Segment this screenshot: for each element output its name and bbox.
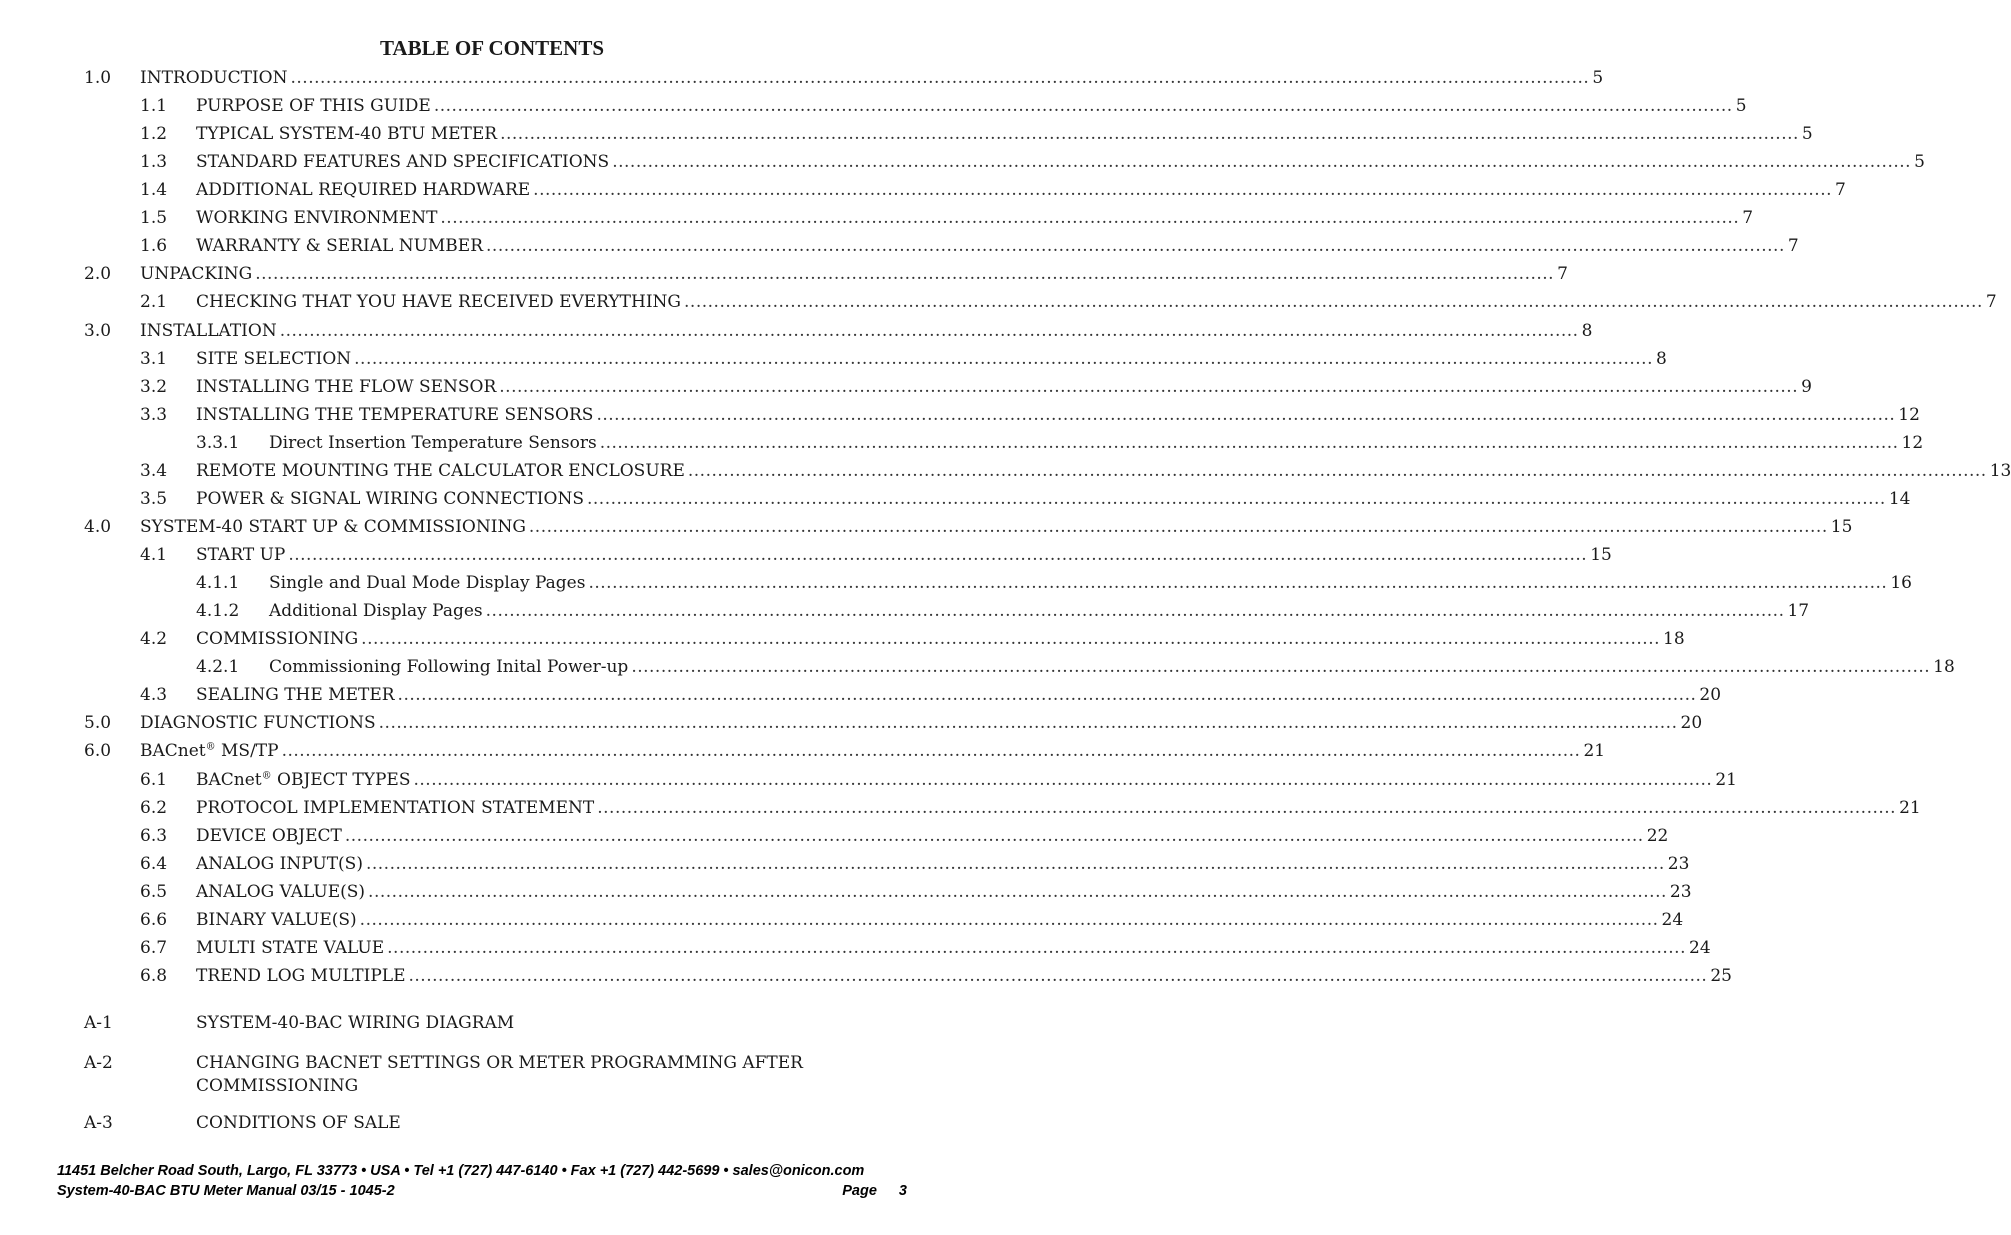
- toc-entry: [0, 373, 1812, 401]
- toc-entry-page: 8: [1656, 348, 1667, 369]
- toc-entry: [0, 148, 1925, 176]
- toc-entry-title: REMOTE MOUNTING THE CALCULATOR ENCLOSURE: [196, 460, 685, 481]
- toc-entry-page: 22: [1646, 825, 1669, 846]
- toc-entry-title: TYPICAL SYSTEM-40 BTU METER: [196, 124, 498, 145]
- toc-entry-page: 14: [1888, 488, 1911, 509]
- toc-entry-number: 6.4: [140, 853, 168, 874]
- toc-entry-title: ANALOG VALUE(S): [196, 881, 366, 902]
- toc-entry-page: 16: [1890, 573, 1912, 594]
- toc-entry-number: 6.2: [140, 797, 168, 818]
- toc-entry: [0, 288, 1997, 316]
- toc-entry-number: 3.3: [140, 404, 168, 425]
- dot-leader: ............................................................................................................................................................................................................................: [684, 292, 1983, 313]
- dot-leader: ............................................................................................................................................................................................................................: [528, 516, 1828, 537]
- toc-entry-page: 24: [1689, 937, 1711, 958]
- dot-leader: ............................................................................................................................................................................................................................: [344, 825, 1644, 846]
- toc-entry-number: 4.3: [140, 685, 168, 706]
- appendix-number: A-3: [84, 1113, 113, 1133]
- toc-entry-title: UNPACKING: [140, 264, 253, 285]
- toc-entry-title: INSTALLING THE FLOW SENSOR: [196, 376, 497, 397]
- dot-leader: ............................................................................................................................................................................................................................: [533, 180, 1833, 201]
- toc-entry-number: 3.0: [84, 320, 112, 341]
- toc-entry-number: 6.0: [84, 741, 112, 762]
- toc-entry-number: 1.4: [140, 180, 168, 201]
- toc-entry: [0, 232, 1799, 260]
- toc-entry: [0, 625, 1685, 653]
- toc-entry-page: 7: [1787, 236, 1799, 257]
- toc-entry-title: CHECKING THAT YOU HAVE RECEIVED EVERYTHING: [196, 292, 682, 313]
- toc-entry-page: 5: [1592, 68, 1604, 88]
- footer-address: 11451 Belcher Road South, Largo, FL 33773 • USA • Tel +1 (727) 447-6140 • Fax +1 (727) 442-5699 • sales@onicon.com: [57, 1163, 865, 1179]
- toc-entry: [0, 92, 1747, 120]
- dot-leader: ............................................................................................................................................................................................................................: [499, 376, 1799, 397]
- dot-leader: ............................................................................................................................................................................................................................: [359, 909, 1659, 930]
- toc-entry-number: 4.1.1: [196, 573, 240, 594]
- toc-entry-page: 23: [1667, 853, 1690, 874]
- toc-entry-number: 1.2: [140, 124, 168, 145]
- appendix-title: CONDITIONS OF SALE: [196, 1113, 401, 1133]
- toc-entry-number: 5.0: [84, 713, 112, 734]
- toc-entry-title: BACnet® OBJECT TYPES: [196, 769, 411, 790]
- toc-entry-title: INTRODUCTION: [140, 68, 288, 88]
- toc-entry-page: 5: [1914, 152, 1925, 173]
- toc-entry-title: PROTOCOL IMPLEMENTATION STATEMENT: [196, 797, 595, 818]
- dot-leader: ............................................................................................................................................................................................................................: [586, 488, 1886, 509]
- footer-page: [842, 1183, 907, 1199]
- toc-entry: [0, 176, 1846, 204]
- toc-entry-title: ANALOG INPUT(S): [196, 853, 363, 874]
- toc-entry-number: 6.8: [140, 965, 168, 986]
- toc-entry-title: Additional Display Pages: [269, 601, 483, 622]
- toc-entry-title: ADDITIONAL REQUIRED HARDWARE: [196, 180, 531, 201]
- toc-entry-title: POWER & SIGNAL WIRING CONNECTIONS: [196, 488, 584, 509]
- footer-page-label: Page: [842, 1183, 877, 1199]
- toc-entry-page: 15: [1590, 545, 1612, 566]
- toc-entry: [0, 429, 1924, 457]
- dot-leader: ............................................................................................................................................................................................................................: [368, 881, 1667, 902]
- toc-entry-number: 3.1: [140, 348, 168, 369]
- dot-leader: ............................................................................................................................................................................................................................: [433, 96, 1733, 117]
- toc-entry-page: 12: [1901, 432, 1924, 453]
- toc-entry: [0, 317, 1593, 345]
- toc-entry-number: 1.1: [140, 96, 168, 117]
- dot-leader: ............................................................................................................................................................................................................................: [485, 601, 1785, 622]
- toc-entry: [0, 822, 1669, 850]
- toc-entry: [0, 204, 1754, 232]
- dot-leader: ............................................................................................................................................................................................................................: [255, 264, 1555, 285]
- toc-entry-page: 21: [1715, 769, 1737, 790]
- dot-leader: ............................................................................................................................................................................................................................: [500, 124, 1799, 145]
- toc-entry-title: STANDARD FEATURES AND SPECIFICATIONS: [196, 152, 610, 173]
- toc-entry: [0, 401, 1920, 429]
- dot-leader: ............................................................................................................................................................................................................................: [365, 853, 1665, 874]
- dot-leader: ............................................................................................................................................................................................................................: [397, 685, 1697, 706]
- dot-leader: ............................................................................................................................................................................................................................: [279, 320, 1579, 341]
- toc-entry: [0, 934, 1711, 962]
- toc-entry-number: 6.6: [140, 909, 168, 930]
- toc-entry-page: 7: [1557, 264, 1568, 285]
- dot-leader: ............................................................................................................................................................................................................................: [378, 713, 1678, 734]
- dot-leader: ............................................................................................................................................................................................................................: [288, 545, 1588, 566]
- dot-leader: ............................................................................................................................................................................................................................: [597, 797, 1897, 818]
- toc-entry-number: 3.5: [140, 488, 168, 509]
- toc-entry-title: BACnet® MS/TP: [140, 741, 279, 762]
- toc-entry-page: 9: [1801, 376, 1812, 397]
- dot-leader: ............................................................................................................................................................................................................................: [387, 937, 1686, 958]
- toc-entry-page: 5: [1735, 96, 1747, 117]
- toc-entry: [0, 541, 1612, 569]
- toc-entry-number: 4.1: [140, 545, 168, 566]
- dot-leader: ............................................................................................................................................................................................................................: [354, 348, 1653, 369]
- toc-entry-page: 12: [1898, 404, 1920, 425]
- toc-entry-page: 18: [1933, 657, 1955, 678]
- toc-entry-number: 1.3: [140, 152, 168, 173]
- toc-entry: [0, 766, 1737, 794]
- toc-entry-page: 8: [1581, 320, 1593, 341]
- dot-leader: ............................................................................................................................................................................................................................: [588, 573, 1888, 594]
- dot-leader: ............................................................................................................................................................................................................................: [440, 208, 1740, 229]
- dot-leader: ............................................................................................................................................................................................................................: [687, 460, 1987, 481]
- toc-entry-title: START UP: [196, 545, 286, 566]
- toc-entry-number: 6.5: [140, 881, 168, 902]
- footer-manual-title: System-40-BAC BTU Meter Manual 03/15 - 1045-2: [57, 1183, 395, 1199]
- toc-entry: [0, 737, 1606, 765]
- dot-leader: ............................................................................................................................................................................................................................: [408, 965, 1708, 986]
- toc-entry-number: 6.3: [140, 825, 168, 846]
- toc-entry: [0, 260, 1568, 288]
- toc-entry-page: 15: [1830, 516, 1853, 537]
- toc-entry: [0, 878, 1692, 906]
- toc-entry-page: 21: [1583, 741, 1606, 762]
- toc-entry: [0, 681, 1722, 709]
- toc-entry-number: 4.1.2: [196, 601, 240, 622]
- dot-leader: ............................................................................................................................................................................................................................: [290, 68, 1590, 88]
- toc-entry-title: INSTALLATION: [140, 320, 277, 341]
- dot-leader: ............................................................................................................................................................................................................................: [281, 741, 1581, 762]
- toc-entry-number: 3.3.1: [196, 432, 240, 453]
- toc-entry-number: 1.6: [140, 236, 168, 257]
- dot-leader: ............................................................................................................................................................................................................................: [361, 629, 1661, 650]
- appendix-title: SYSTEM-40-BAC WIRING DIAGRAM: [196, 1013, 515, 1033]
- toc-entry-number: 3.2: [140, 376, 168, 397]
- toc-entry: [0, 597, 1810, 625]
- dot-leader: ............................................................................................................................................................................................................................: [486, 236, 1785, 257]
- toc-entry-title: SYSTEM-40 START UP & COMMISSIONING: [140, 516, 526, 537]
- toc-entry: [0, 513, 1853, 541]
- toc-entry-title: SITE SELECTION: [196, 348, 352, 369]
- toc-entry-title: TREND LOG MULTIPLE: [196, 965, 406, 986]
- toc-entry-title: INSTALLING THE TEMPERATURE SENSORS: [196, 404, 594, 425]
- dot-leader: ............................................................................................................................................................................................................................: [631, 657, 1931, 678]
- appendix-title: CHANGING BACNET SETTINGS OR METER PROGRAMMING AFTER COMMISSIONING: [196, 1053, 803, 1096]
- toc-entry-number: 1.0: [84, 68, 112, 88]
- dot-leader: ............................................................................................................................................................................................................................: [612, 152, 1912, 173]
- toc-entry-page: 7: [1835, 180, 1846, 201]
- toc-entry: [0, 794, 1921, 822]
- toc-entry-title: DIAGNOSTIC FUNCTIONS: [140, 713, 376, 734]
- toc-entry: [0, 906, 1684, 934]
- toc-entry-number: 4.2.1: [196, 657, 240, 678]
- toc-entry-title: Commissioning Following Inital Power-up: [269, 657, 629, 678]
- toc-entry-page: 20: [1680, 713, 1703, 734]
- toc-entry-title: MULTI STATE VALUE: [196, 937, 385, 958]
- toc-entry: [0, 485, 1911, 513]
- toc-entry: [0, 850, 1690, 878]
- toc-entry: [0, 345, 1667, 373]
- toc-entry-title: WARRANTY & SERIAL NUMBER: [196, 236, 484, 257]
- toc-entry-page: 23: [1669, 881, 1692, 902]
- toc-entry-number: 6.1: [140, 769, 168, 790]
- toc-entry-title: PURPOSE OF THIS GUIDE: [196, 96, 431, 117]
- page-title: TABLE OF CONTENTS: [379, 36, 605, 60]
- dot-leader: ............................................................................................................................................................................................................................: [599, 432, 1899, 453]
- toc-entry-number: 6.7: [140, 937, 168, 958]
- appendix-number: A-2: [84, 1053, 113, 1073]
- toc-entry-title: BINARY VALUE(S): [196, 909, 357, 930]
- appendix-number: A-1: [84, 1013, 113, 1033]
- toc-entry-title: Single and Dual Mode Display Pages: [269, 573, 586, 594]
- toc-entry-page: 13: [1989, 460, 2011, 481]
- toc-entry-page: 24: [1661, 909, 1684, 930]
- toc-entry-page: 17: [1787, 601, 1810, 622]
- footer-page-number: 3: [898, 1183, 907, 1199]
- toc-entry-number: 3.4: [140, 460, 168, 481]
- toc-entry-page: 21: [1899, 797, 1921, 818]
- toc-entry-title: SEALING THE METER: [196, 685, 395, 706]
- toc-entry-number: 4.2: [140, 629, 168, 650]
- toc-entry: [0, 962, 1732, 990]
- toc-entry-page: 7: [1985, 292, 1997, 313]
- toc-entry-title: DEVICE OBJECT: [196, 825, 342, 846]
- toc-entry-page: 5: [1801, 124, 1813, 145]
- toc-entry-page: 18: [1663, 629, 1685, 650]
- toc-entry-number: 1.5: [140, 208, 168, 229]
- toc-entry-title: WORKING ENVIRONMENT: [196, 208, 438, 229]
- toc-entry: [0, 569, 1912, 597]
- toc-entry: [0, 653, 1955, 681]
- toc-entry-page: 20: [1699, 685, 1722, 706]
- toc-entry: [0, 457, 2011, 485]
- toc-entry-page: 7: [1742, 208, 1754, 229]
- toc-entry-title: COMMISSIONING: [196, 629, 359, 650]
- toc-entry-page: 25: [1710, 965, 1732, 986]
- toc-entry-title: Direct Insertion Temperature Sensors: [269, 432, 597, 453]
- toc-entry-number: 2.0: [84, 264, 112, 285]
- dot-leader: ............................................................................................................................................................................................................................: [596, 404, 1896, 425]
- toc-entry: [0, 709, 1703, 737]
- dot-leader: ............................................................................................................................................................................................................................: [413, 769, 1713, 790]
- toc-entry: [0, 120, 1813, 148]
- toc-entry-number: 4.0: [84, 516, 112, 537]
- toc-entry: [0, 64, 1604, 92]
- toc-entry-number: 2.1: [140, 292, 168, 313]
